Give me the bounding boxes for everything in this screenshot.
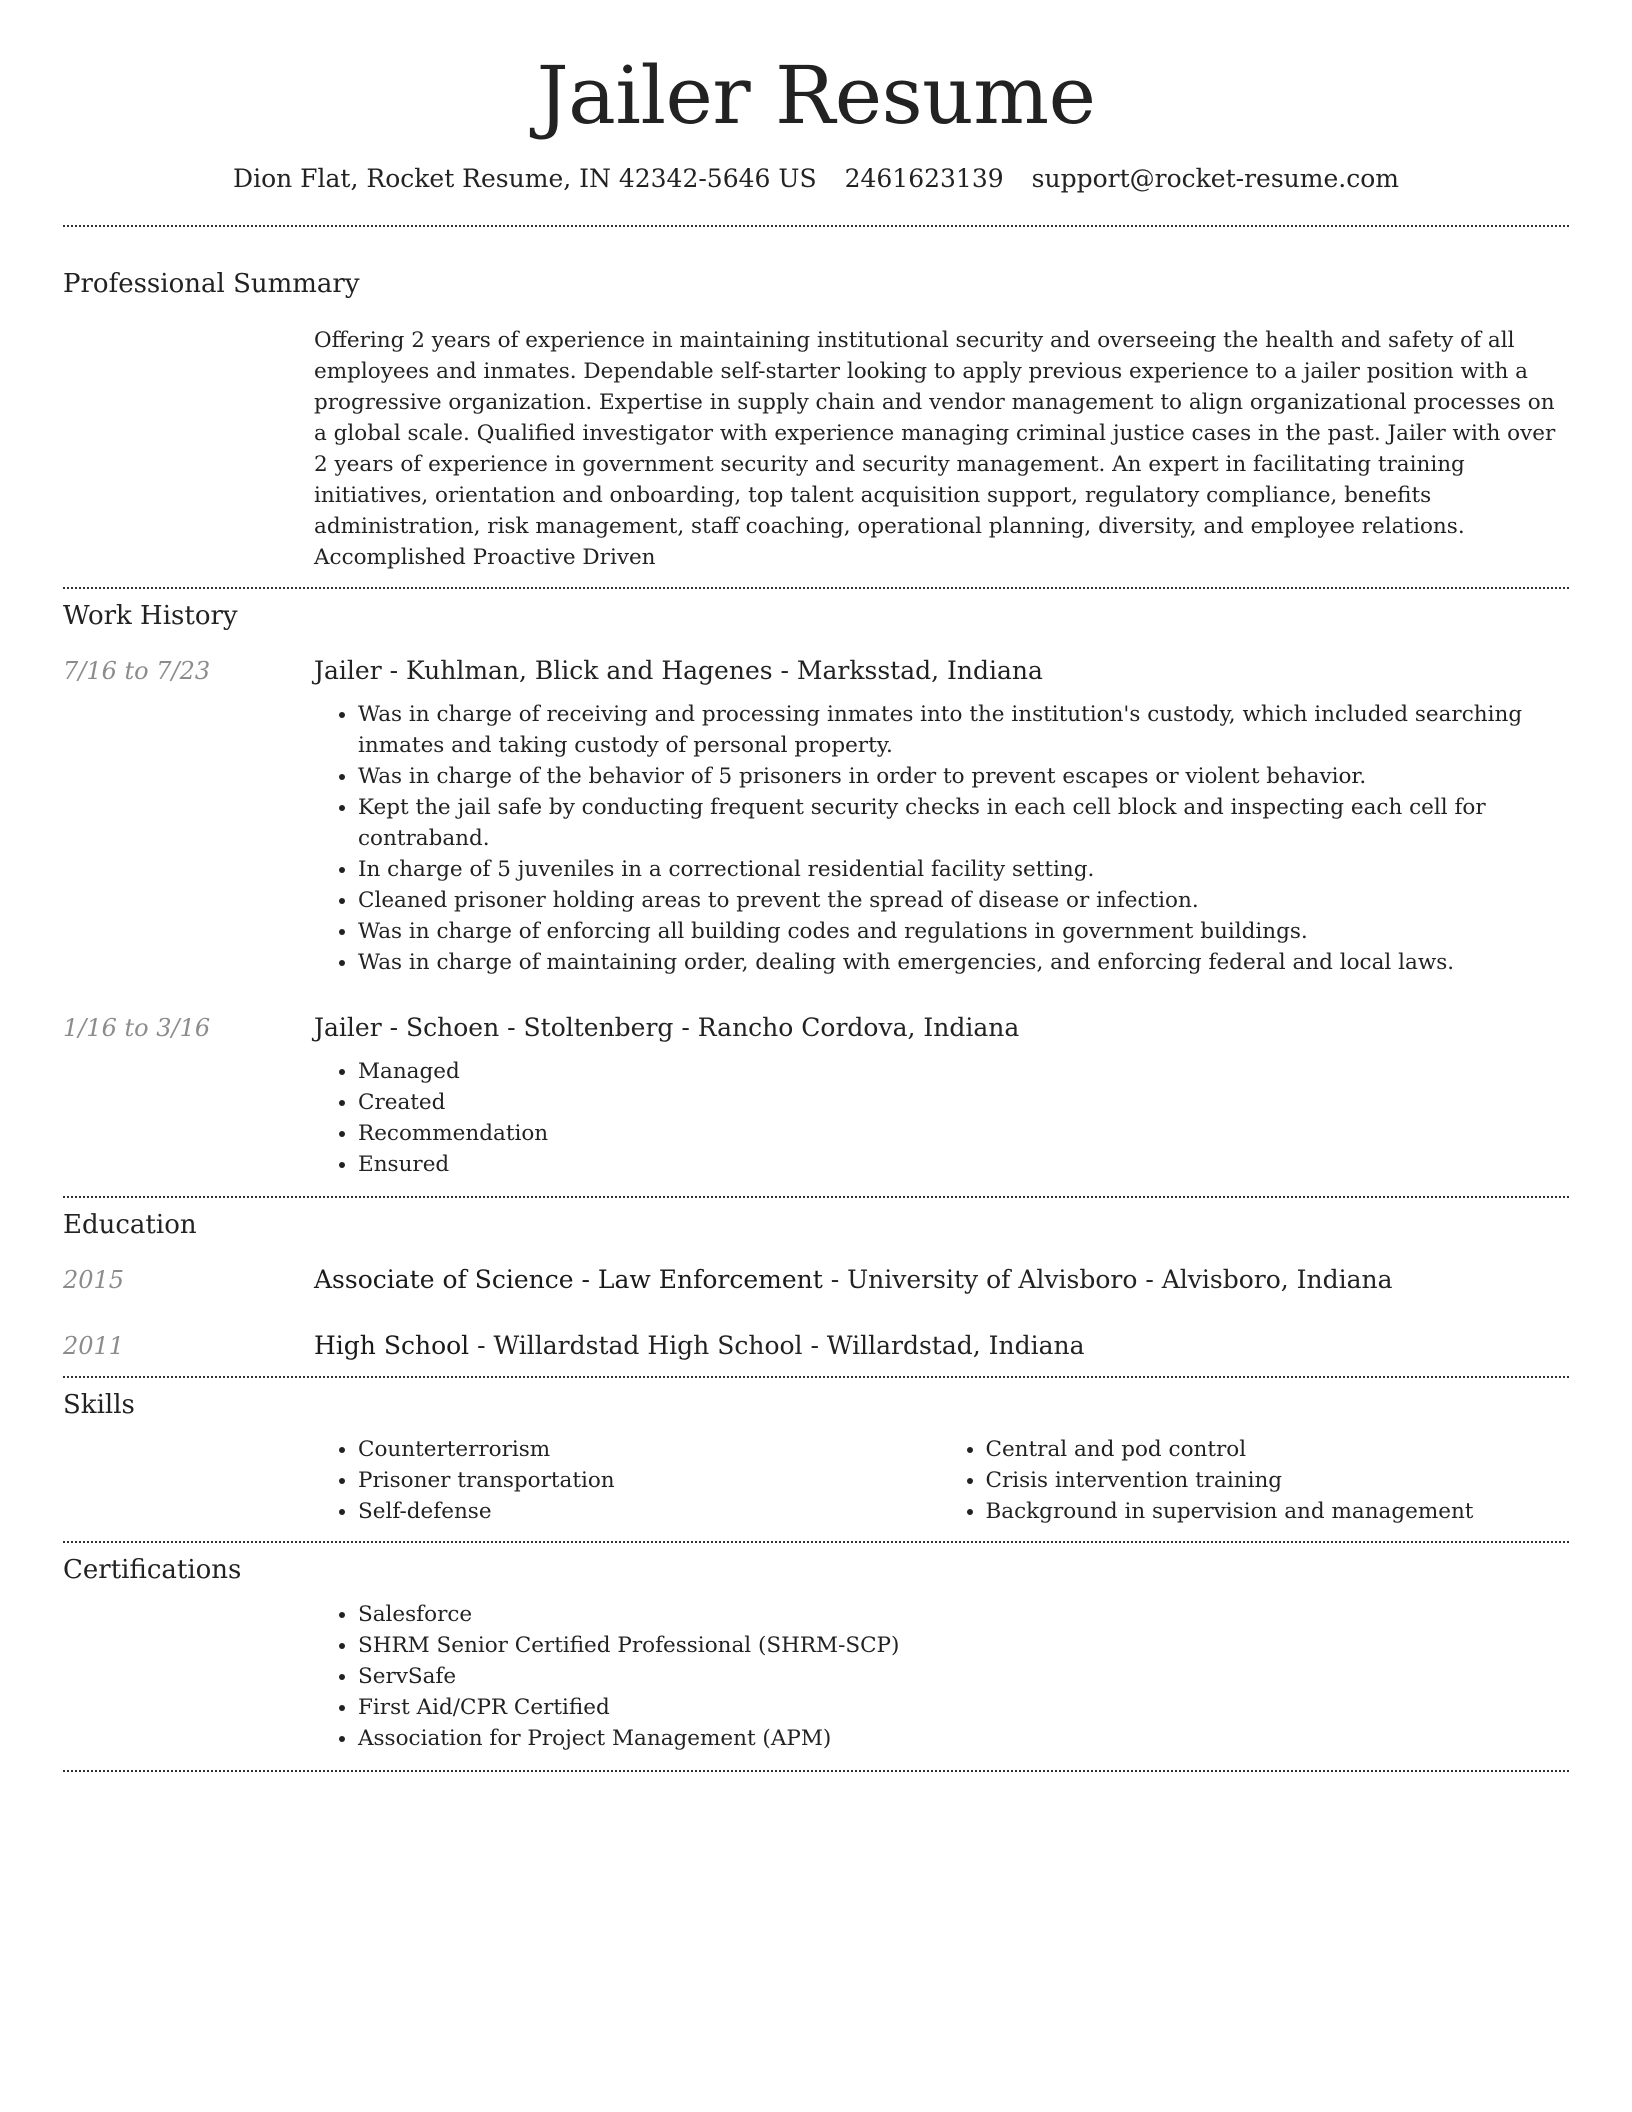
list-item: • Managed <box>358 1056 1569 1087</box>
list-item: • Ensured <box>358 1149 1569 1180</box>
education-degree: Associate of Science - Law Enforcement <box>314 1265 823 1294</box>
section-heading-education: Education <box>63 1210 197 1240</box>
section-heading-summary: Professional Summary <box>63 269 360 299</box>
divider <box>63 1770 1569 1772</box>
job-entry <box>63 1012 1569 1180</box>
work-history-section <box>63 589 1569 1196</box>
certifications-section <box>63 1543 1569 1770</box>
job-dates: 1/16 to 3/16 <box>63 1014 211 1042</box>
resume-header <box>63 0 1569 193</box>
list-item: • Kept the jail safe by conducting frequent security checks in each cell block and inspecting each cell for contraband. <box>358 792 1569 854</box>
contact-email[interactable]: support@rocket-resume.com <box>1031 164 1399 193</box>
list-item: • Was in charge of the behavior of 5 prisoners in order to prevent escapes or violent behavior. <box>358 761 1569 792</box>
contact-phone: 2461623139 <box>844 164 1004 193</box>
list-item: • Was in charge of receiving and processing inmates into the institution's custody, which included searching inmates and taking custody of personal property. <box>358 699 1569 761</box>
professional-summary-section <box>63 227 1569 587</box>
education-year: 2011 <box>63 1332 125 1360</box>
education-section <box>63 1198 1569 1376</box>
list-item: • SHRM Senior Certified Professional (SHRM-SCP) <box>358 1630 1569 1661</box>
education-title <box>314 1264 1569 1296</box>
section-heading-certifications: Certifications <box>63 1555 242 1585</box>
list-item: • Background in supervision and management <box>986 1496 1570 1527</box>
contact-address: Dion Flat, Rocket Resume, IN 42342-5646 US <box>233 164 817 193</box>
skills-section <box>63 1378 1569 1541</box>
certifications-list-wrap <box>314 1599 1569 1770</box>
education-degree: High School <box>314 1331 470 1360</box>
skills-grid <box>314 1434 1569 1541</box>
section-heading-work: Work History <box>63 601 238 631</box>
job-dates: 7/16 to 7/23 <box>63 657 211 685</box>
list-item: • Salesforce <box>358 1599 1569 1630</box>
contact-line <box>63 164 1569 193</box>
summary-text: Offering 2 years of experience in maintaining institutional security and overseeing the health and safety of all employees and inmates. Dependable self-starter looking to apply previous experience to a jailer position with a progressive organization. Expertise in supply chain and vendor management to align organizational processes on a global scale. Qualified investigator with experience managing criminal justice cases in the past. Jailer with over 2 years of experience in government security and security management. An expert in facilitating training initiatives, orientation and onboarding, top talent acquisition support, regulatory compliance, benefits administration, risk management, staff coaching, operational planning, diversity, and employee relations. Accomplished Proactive Driven <box>314 328 1556 570</box>
list-item: • Association for Project Management (APM) <box>358 1723 1569 1754</box>
education-school: - Willardstad High School - Willardstad, Indiana <box>469 1331 1085 1360</box>
education-title <box>314 1330 1569 1362</box>
list-item: • Cleaned prisoner holding areas to prevent the spread of disease or infection. <box>358 885 1569 916</box>
list-item: • Recommendation <box>358 1118 1569 1149</box>
education-body <box>314 1330 1569 1362</box>
list-item: • Crisis intervention training <box>986 1465 1570 1496</box>
education-entry <box>63 1264 1569 1296</box>
job-duties-list <box>314 699 1569 978</box>
job-body <box>314 1012 1569 1180</box>
list-item: • Was in charge of maintaining order, dealing with emergencies, and enforcing federal and local laws. <box>358 947 1569 978</box>
certifications-list <box>314 1599 1569 1754</box>
job-title: Jailer - Kuhlman, Blick and Hagenes - Marksstad, Indiana <box>314 656 1043 685</box>
list-item: • ServSafe <box>358 1661 1569 1692</box>
resume-title: Jailer Resume <box>536 49 1096 142</box>
list-item: • First Aid/CPR Certified <box>358 1692 1569 1723</box>
education-year: 2015 <box>63 1266 125 1294</box>
job-entry <box>63 655 1569 978</box>
list-item: • Was in charge of enforcing all building codes and regulations in government buildings. <box>358 916 1569 947</box>
skills-list-left <box>314 1434 942 1527</box>
list-item: • In charge of 5 juveniles in a correctional residential facility setting. <box>358 854 1569 885</box>
job-duties-list <box>314 1056 1569 1180</box>
skills-list-right <box>942 1434 1570 1527</box>
job-title: Jailer - Schoen - Stoltenberg - Rancho Cordova, Indiana <box>314 1013 1020 1042</box>
education-body <box>314 1264 1569 1296</box>
list-item: • Created <box>358 1087 1569 1118</box>
list-item: • Central and pod control <box>986 1434 1570 1465</box>
job-body <box>314 655 1569 978</box>
list-item: • Prisoner transportation <box>358 1465 942 1496</box>
education-school: - University of Alvisboro - Alvisboro, Indiana <box>822 1265 1393 1294</box>
list-item: • Counterterrorism <box>358 1434 942 1465</box>
list-item: • Self-defense <box>358 1496 942 1527</box>
education-entry <box>63 1330 1569 1362</box>
section-heading-skills: Skills <box>63 1390 135 1420</box>
